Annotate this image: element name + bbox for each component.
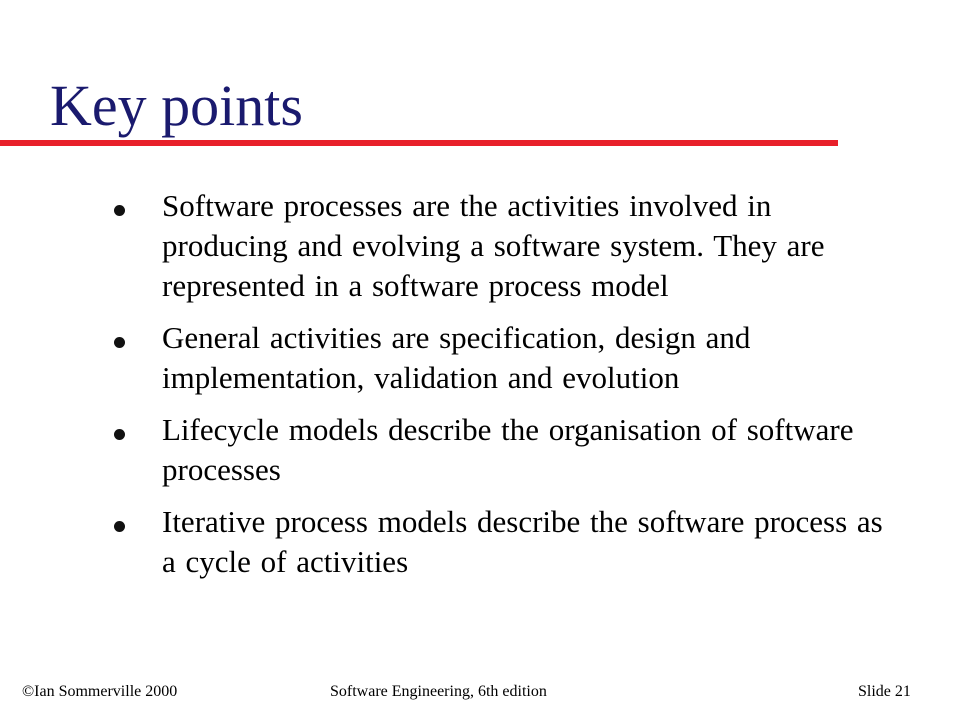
- bullet-dot-icon: [114, 521, 125, 532]
- bullet-text: Iterative process models describe the software process as a cycle of activities: [162, 504, 883, 579]
- bullet-list: [118, 186, 898, 594]
- bullet-text: Software processes are the activities involved in producing and evolving a software system. They are represented in a software process model: [162, 188, 825, 303]
- bullet-item: [118, 410, 898, 490]
- footer-book-title: Software Engineering, 6th edition: [330, 683, 547, 700]
- bullet-dot-icon: [114, 337, 125, 348]
- bullet-dot-icon: [114, 205, 125, 216]
- bullet-item: [118, 186, 898, 306]
- footer-slide-number: Slide 21: [858, 683, 911, 700]
- bullet-item: [118, 318, 898, 398]
- title-underline: [0, 140, 838, 146]
- footer-copyright: ©Ian Sommerville 2000: [22, 683, 178, 700]
- bullet-item: [118, 502, 898, 582]
- bullet-text: General activities are specification, design and implementation, validation and evolution: [162, 320, 751, 395]
- bullet-text: Lifecycle models describe the organisation of software processes: [162, 412, 854, 487]
- slide-title: Key points: [50, 73, 303, 138]
- bullet-dot-icon: [114, 429, 125, 440]
